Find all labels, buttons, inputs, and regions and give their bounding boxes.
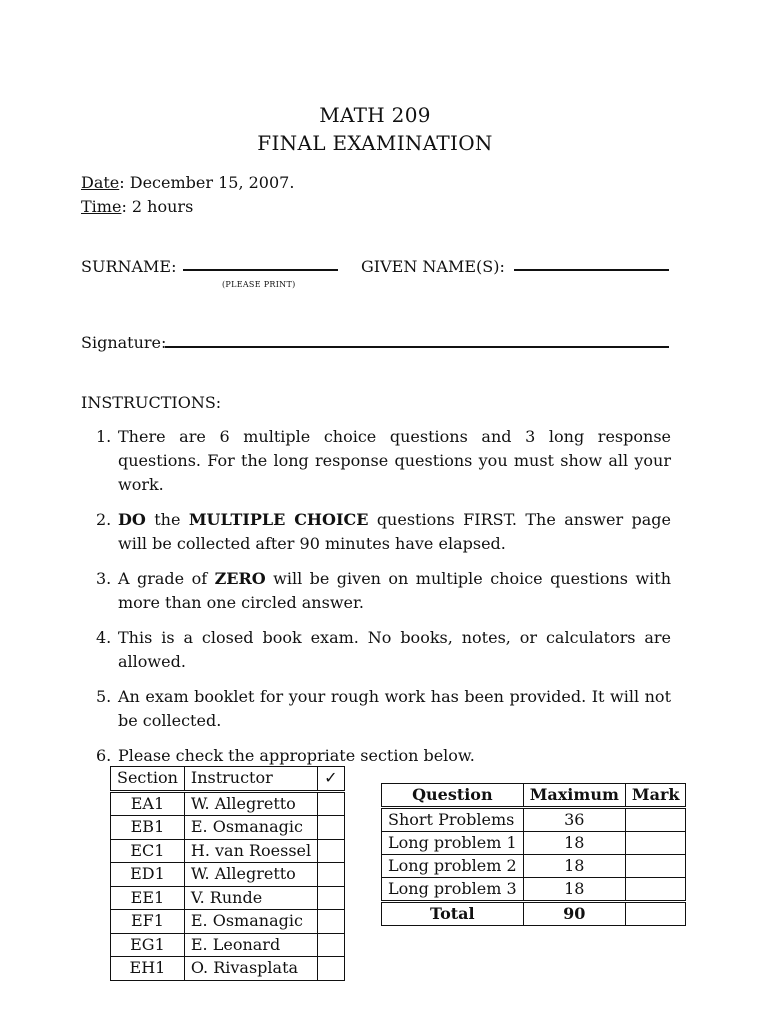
check-cell[interactable] [318, 816, 344, 840]
table-row: EC1 H. van Roessel [111, 839, 345, 863]
signature-label: Signature: [81, 333, 167, 352]
header-instructor: Instructor [184, 767, 317, 792]
header-mark: Mark [625, 784, 686, 808]
mark-cell [625, 832, 686, 855]
table-row: EE1 V. Runde [111, 886, 345, 910]
instruction-item: 2. DO the MULTIPLE CHOICE questions FIRST. The answer page will be collected after 90 minutes have elapsed. [96, 510, 671, 553]
date-line [81, 173, 294, 193]
check-cell[interactable] [318, 957, 344, 981]
instruction-item: 1. There are 6 multiple choice questions and 3 long response questions. For the long response questions you must show all your work. [96, 427, 671, 494]
mark-cell [625, 808, 686, 832]
mark-cell [625, 855, 686, 878]
surname-field[interactable] [183, 269, 338, 271]
mark-cell [625, 878, 686, 902]
time-value: : 2 hours [121, 197, 194, 216]
instruction-item: 3. A grade of ZERO will be given on multiple choice questions with more than one circled answer. [96, 569, 672, 612]
given-name-field[interactable] [514, 269, 669, 271]
instruction-item: 4. This is a closed book exam. No books, notes, or calculators are allowed. [96, 628, 671, 671]
table-row: EB1 E. Osmanagic [111, 816, 345, 840]
header-maximum: Maximum [523, 784, 625, 808]
header-section: Section [111, 767, 185, 792]
table-row: EG1 E. Leonard [111, 933, 345, 957]
exam-title: FINAL EXAMINATION [257, 131, 493, 155]
time-line [81, 197, 193, 217]
header-question: Question [382, 784, 524, 808]
check-cell[interactable] [318, 791, 344, 816]
check-cell[interactable] [318, 933, 344, 957]
table-row: Long problem 2 18 [382, 855, 686, 878]
total-row: Total 90 [382, 902, 686, 926]
check-cell[interactable] [318, 910, 344, 934]
check-cell[interactable] [318, 886, 344, 910]
instruction-item: 6. Please check the appropriate section below. [96, 746, 475, 765]
course-title: MATH 209 [319, 103, 431, 127]
instruction-item: 5. An exam booklet for your rough work has been provided. It will not be collected. [96, 687, 671, 730]
table-row: Long problem 1 18 [382, 832, 686, 855]
header-check: ✓ [318, 767, 344, 792]
table-header-row [111, 767, 345, 792]
date-label: Date [81, 173, 120, 192]
date-value: : December 15, 2007. [119, 173, 295, 192]
surname-label: SURNAME: [81, 257, 177, 276]
instructions-list [81, 425, 671, 779]
table-row: EH1 O. Rivasplata [111, 957, 345, 981]
time-label: Time [81, 197, 122, 216]
check-cell[interactable] [318, 863, 344, 887]
table-row: ED1 W. Allegretto [111, 863, 345, 887]
instructions-heading: INSTRUCTIONS: [81, 393, 222, 412]
marks-table [381, 783, 686, 926]
please-print-note: (PLEASE PRINT) [222, 280, 296, 289]
table-row: Long problem 3 18 [382, 878, 686, 902]
mark-cell [625, 902, 686, 926]
section-table [110, 766, 345, 981]
signature-field[interactable] [165, 346, 669, 348]
given-name-label: GIVEN NAME(S): [361, 257, 505, 276]
check-cell[interactable] [318, 839, 344, 863]
table-row: EF1 E. Osmanagic [111, 910, 345, 934]
table-row: EA1 W. Allegretto [111, 791, 345, 816]
table-header-row [382, 784, 686, 808]
table-row: Short Problems 36 [382, 808, 686, 832]
